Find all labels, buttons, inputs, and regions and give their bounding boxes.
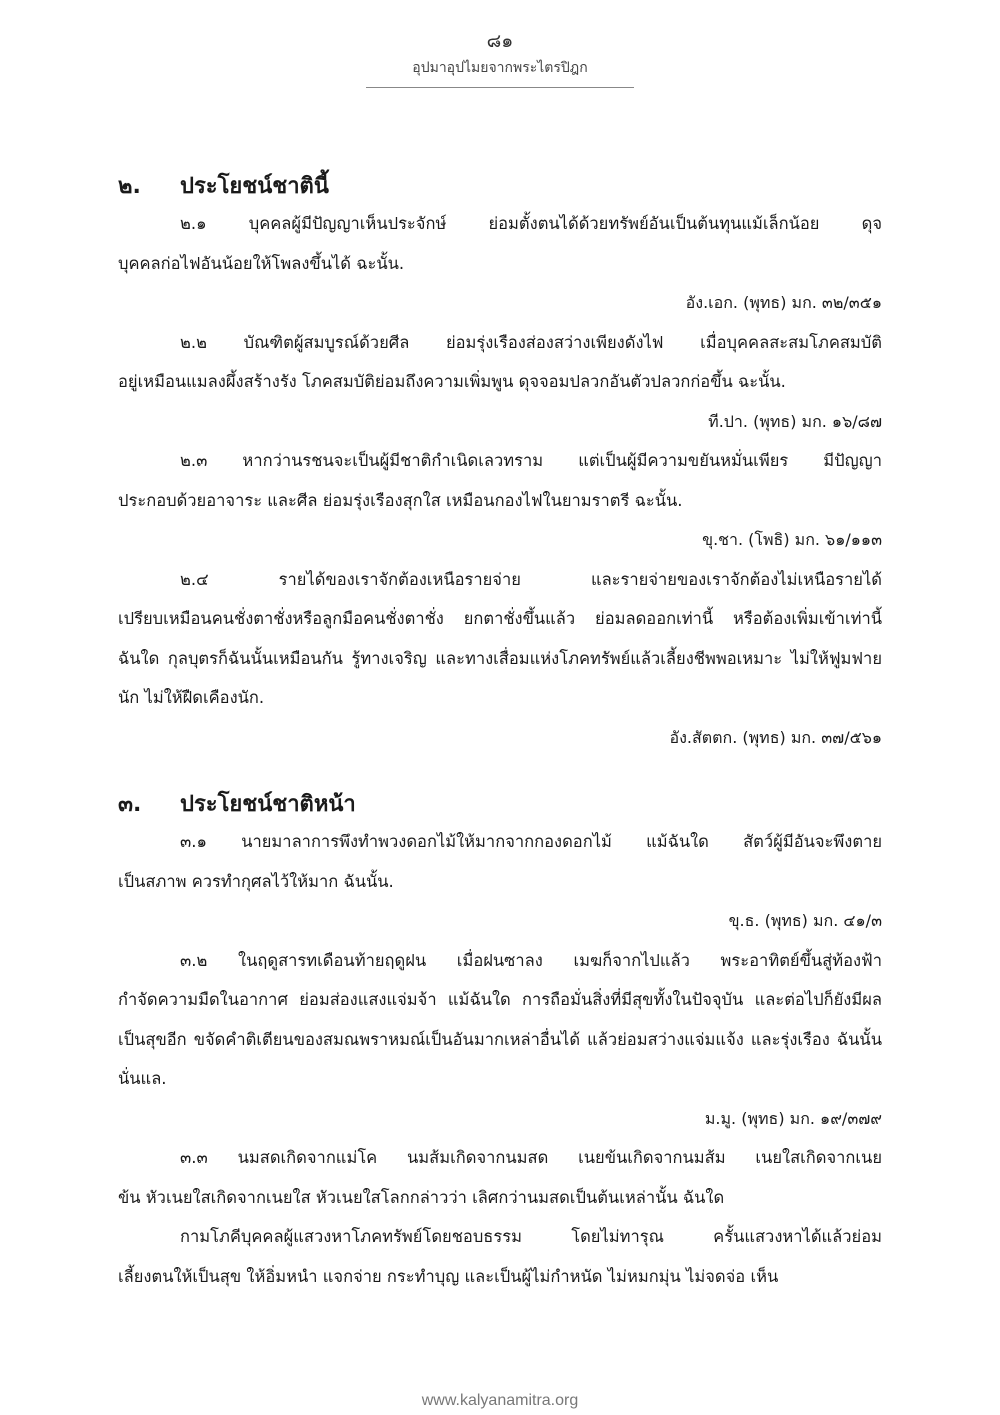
paragraph-continuation: ข้น หัวเนยใสเกิดจากเนยใส หัวเนยใสโลกกล่าวว่า เลิศกว่านมสดเป็นต้นเหล่านั้น ฉันใด: [118, 1187, 725, 1207]
paragraph-continuation: เปรียบเหมือนคนชั่งตาชั่งหรือลูกมือคนชั่งตาชั่ง ยกตาชั่งขึ้นแล้ว ย่อมลดออกเท่านี้ หรือต้องเพิ่มเข้าเท่านี้ ฉันใด กุลบุตรก็ฉันนั้นเหมือนกัน รู้ทางเจริญ และทางเสื่อมแห่งโภคทรัพย์แล้วเลี้ยงชีพพอเหมาะ ไม่ให้ฟูมฟายนัก ไม่ให้ฝืดเคืองนัก.: [118, 609, 882, 707]
paragraph-continuation: เป็นสภาพ ควรทำกุศลไว้ให้มาก ฉันนั้น.: [118, 871, 394, 891]
paragraph-continuation: อยู่เหมือนแมลงผึ้งสร้างรัง โภคสมบัติย่อมถึงความเพิ่มพูน ดุจจอมปลวกอันตัวปลวกก่อขึ้น ฉะนั้น.: [118, 372, 786, 391]
header-divider: [366, 87, 634, 88]
paragraph-first-line: ๒.๒ บัณฑิตผู้สมบูรณ์ด้วยศีล ย่อมรุ่งเรืองส่องสว่างเพียงดังไฟ เมื่อบุคคลสะสมโภคสมบัติ: [180, 332, 882, 352]
paragraph-2-2: [118, 323, 882, 402]
section-2: [118, 170, 882, 757]
section-title: ประโยชน์ชาตินี้: [180, 174, 329, 199]
section-heading: [118, 170, 882, 204]
paragraph-continuation: ประกอบด้วยอาจาระ และศีล ย่อมรุ่งเรืองสุกใส เหมือนกองไฟในยามราตรี ฉะนั้น.: [118, 490, 683, 510]
paragraph-3-2: [118, 941, 882, 1099]
paragraph-first-line: ๓.๓ นมสดเกิดจากแม่โค นมส้มเกิดจากนมสด เนยข้นเกิดจากนมส้ม เนยใสเกิดจากเนย: [180, 1148, 882, 1167]
citation-3-1: ขุ.ธ. (พุทธ) มก. ๔๑/๓: [728, 911, 882, 930]
citation-3-2: ม.มู. (พุทธ) มก. ๑๙/๓๗๙: [704, 1108, 882, 1128]
paragraph-first-line: ๒.๑ บุคคลผู้มีปัญญาเห็นประจักษ์ ย่อมตั้งตนได้ด้วยทรัพย์อันเป็นต้นทุนแม้เล็กน้อย ดุจ: [180, 214, 882, 233]
paragraph-3-1: [118, 822, 882, 901]
paragraph-2-4: [118, 560, 882, 718]
section-number: ๒.: [118, 174, 141, 199]
citation-2-3: ขุ.ชา. (โพธิ) มก. ๖๑/๑๑๓: [702, 530, 882, 549]
section-3: [118, 788, 882, 1296]
section-number: ๓.: [118, 792, 142, 817]
paragraph-continuation: กำจัดความมืดในอากาศ ย่อมส่องแสงแจ่มจ้า แม้ฉันใด การถือมั่นสิ่งที่มีสุขทั้งในปัจจุบัน และต่อไปก็ยังมีผลเป็นสุขอีก ขจัดคำติเตียนของสมณพราหมณ์เป็นอันมากเหล่าอื่นได้ แล้วย่อมสว่างแจ่มแจ้ง และรุ่งเรือง ฉันนั้นนั่นแล.: [118, 990, 882, 1088]
page-header: [0, 30, 1000, 88]
paragraph-2-3: [118, 441, 882, 520]
paragraph-first-line: ๓.๑ นายมาลาการพึงทำพวงดอกไม้ให้มากจากกองดอกไม้ แม้ฉันใด สัตว์ผู้มีอันจะพึงตาย: [180, 832, 882, 851]
running-title: อุปมาอุปไมยจากพระไตรปิฎก: [412, 60, 588, 76]
paragraph-2-1: [118, 204, 882, 283]
section-title: ประโยชน์ชาติหน้า: [180, 792, 356, 817]
paragraph-first-line: ๓.๒ ในฤดูสารทเดือนท้ายฤดูฝน เมื่อฝนซาลง เมฆก็จากไปแล้ว พระอาทิตย์ขึ้นสู่ท้องฟ้า: [180, 950, 882, 970]
paragraph-3-3: [118, 1138, 882, 1217]
citation-2-1: อัง.เอก. (พุทธ) มก. ๓๒/๓๕๑: [685, 293, 882, 312]
paragraph-first-line: ๒.๓ หากว่านรชนจะเป็นผู้มีชาติกำเนิดเลวทราม แต่เป็นผู้มีความขยันหมั่นเพียร มีปัญญา: [180, 451, 882, 470]
paragraph-3-3-continued: [118, 1217, 882, 1296]
footer-website: www.kalyanamitra.org: [421, 1392, 579, 1409]
citation-2-4: อัง.สัตตก. (พุทธ) มก. ๓๗/๕๖๑: [669, 727, 882, 747]
paragraph-first-line: กามโภคีบุคคลผู้แสวงหาโภคทรัพย์โดยชอบธรรม โดยไม่ทารุณ ครั้นแสวงหาได้แล้วย่อม: [180, 1227, 882, 1246]
citation-2-2: ที.ปา. (พุทธ) มก. ๑๖/๘๗: [708, 411, 882, 431]
paragraph-continuation: เลี้ยงตนให้เป็นสุข ให้อิ่มหนำ แจกจ่าย กระทำบุญ และเป็นผู้ไม่กำหนัด ไม่หมกมุ่น ไม่จดจ่อ เห็น: [118, 1266, 779, 1286]
section-heading: [118, 788, 882, 822]
paragraph-first-line: ๒.๔ รายได้ของเราจักต้องเหนือรายจ่าย และรายจ่ายของเราจักต้องไม่เหนือรายได้: [180, 569, 882, 589]
page-number: ๘๑: [486, 30, 514, 52]
paragraph-continuation: บุคคลก่อไฟอันน้อยให้โพลงขึ้นได้ ฉะนั้น.: [118, 253, 405, 273]
